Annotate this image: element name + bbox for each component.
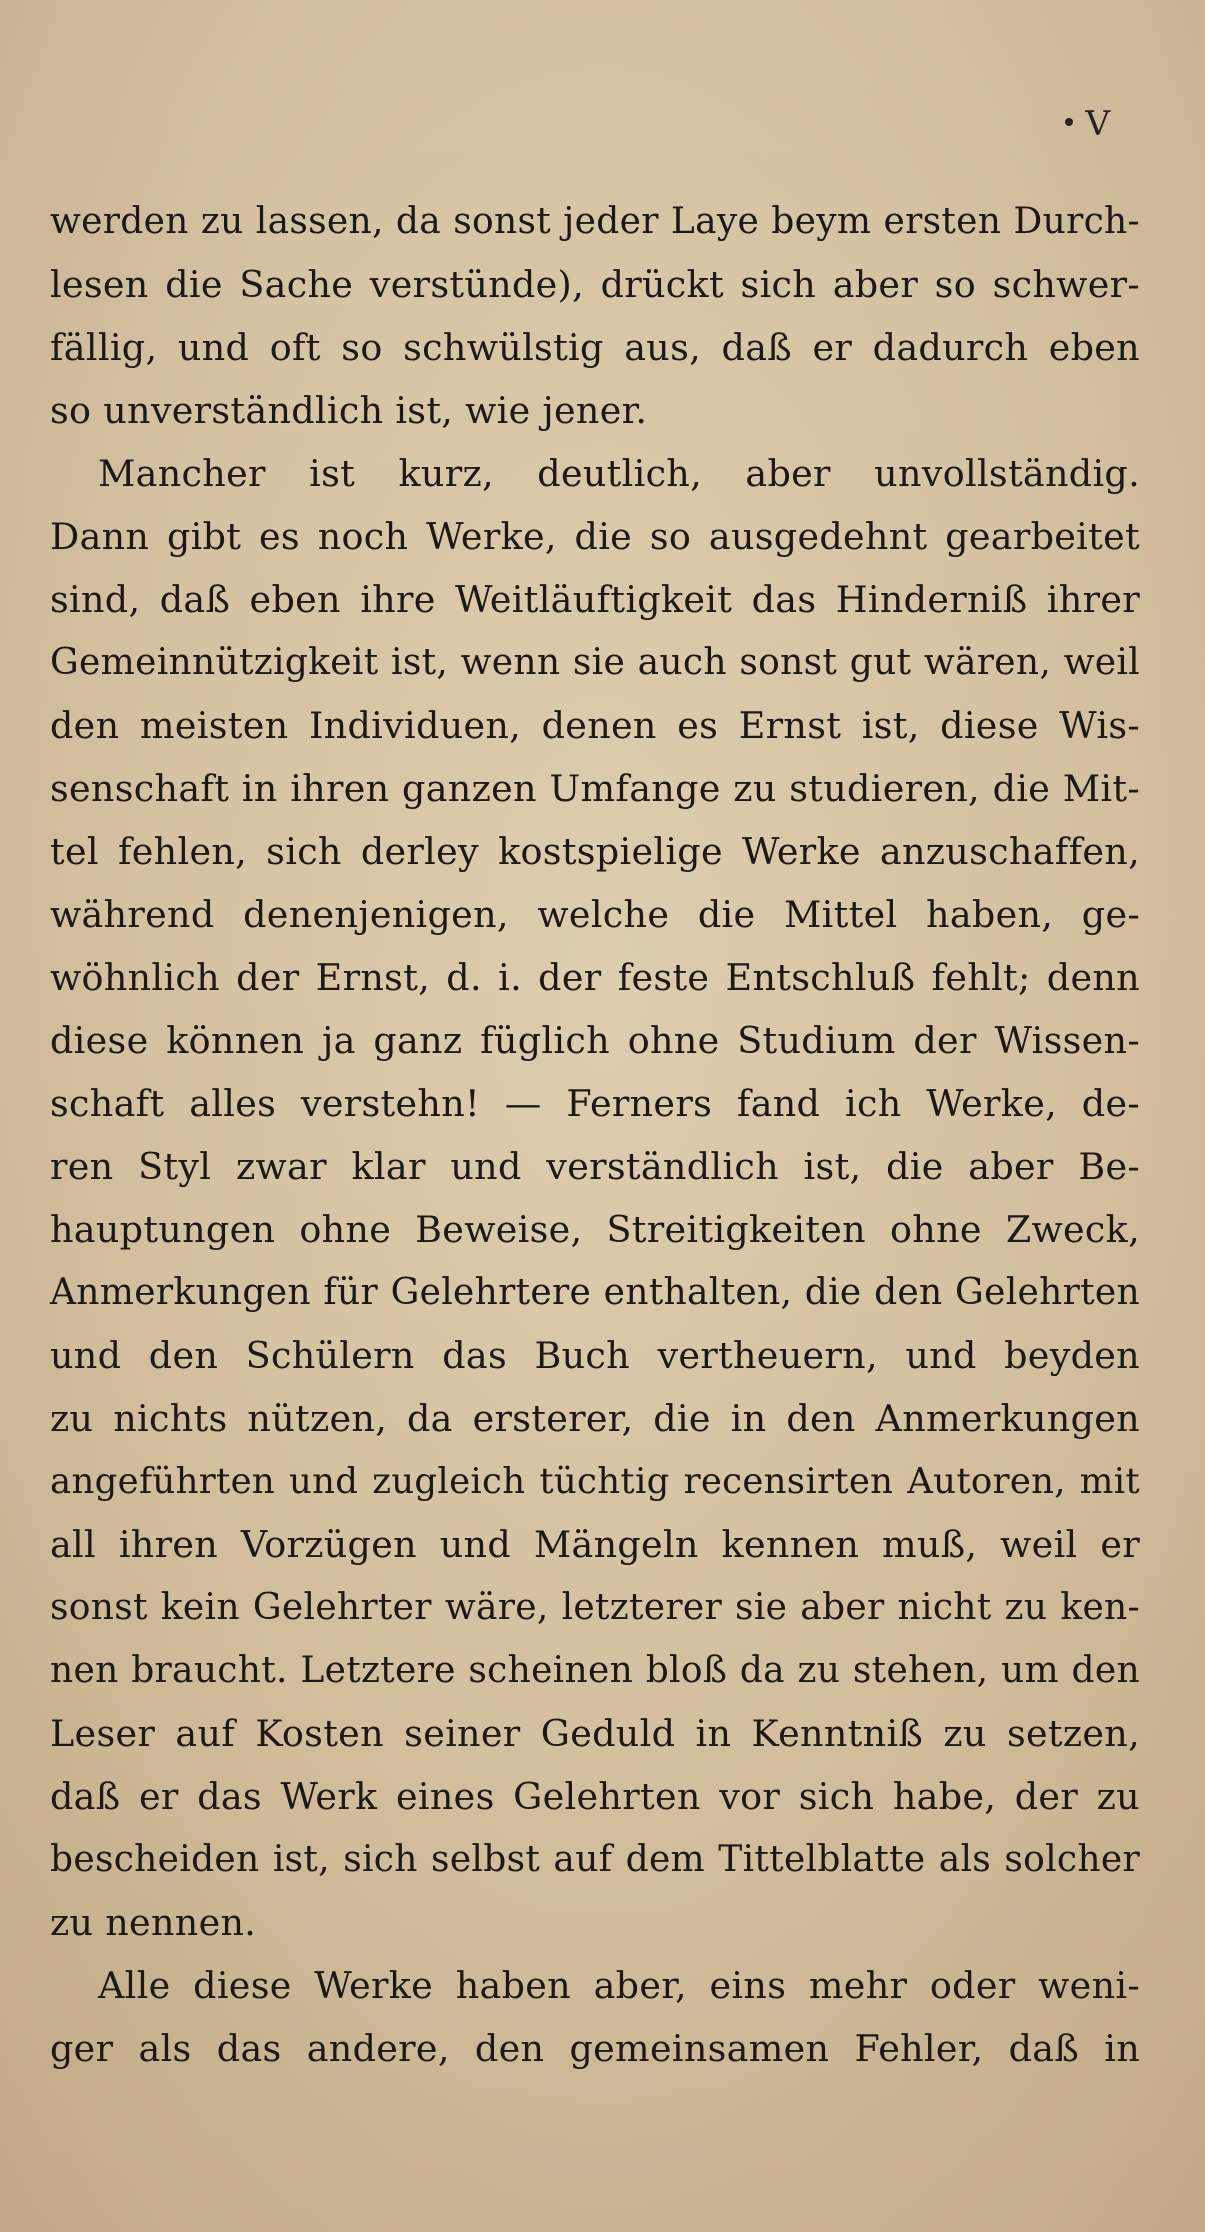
text-line: tel fehlen, sich derley kostspielige Werke anzuschaffen, [50,830,1140,873]
text-line: diese können ja ganz füglich ohne Studium der Wissen- [50,1019,1140,1062]
text-line: fällig, und oft so schwülstig aus, daß er dadurch eben [50,326,1140,369]
text-line: lesen die Sache verstünde), drückt sich aber so schwer- [50,263,1140,306]
text-line: bescheiden ist, sich selbst auf dem Tittelblatte als solcher [50,1839,1140,1880]
text-line: Leser auf Kosten seiner Geduld in Kenntniß zu setzen, [50,1712,1140,1755]
text-line: daß er das Werk eines Gelehrten vor sich habe, der zu [50,1775,1140,1818]
text-line: nen braucht. Letztere scheinen bloß da zu stehen, um den [50,1650,1140,1691]
text-line: Alle diese Werke haben aber, eins mehr oder weni- [98,1964,1140,2007]
text-line: so unverständlich ist, wie jener. [50,389,648,432]
text-line: den meisten Individuen, denen es Ernst ist, diese Wis- [50,704,1140,747]
page-dot-mark [1065,118,1073,126]
text-line: sonst kein Gelehrter wäre, letzterer sie aber nicht zu ken- [50,1587,1140,1628]
page-number: V [1085,104,1110,144]
text-line: Gemeinnützigkeit ist, wenn sie auch sonst gut wären, weil [50,642,1140,683]
text-line: zu nennen. [50,1901,257,1944]
text-line: Mancher ist kurz, deutlich, aber unvollständig. [98,452,1140,495]
text-line: ren Styl zwar klar und verständlich ist, die aber Be- [50,1145,1140,1188]
text-line: während denenjenigen, welche die Mittel haben, ge- [50,893,1140,936]
text-line: zu nichts nützen, da ersterer, die in den Anmerkungen [50,1397,1140,1440]
text-line: all ihren Vorzügen und Mängeln kennen muß, weil er [50,1523,1140,1566]
text-line: senschaft in ihren ganzen Umfange zu studieren, die Mit- [50,767,1140,810]
text-line: und den Schülern das Buch vertheuern, und beyden [50,1334,1140,1377]
text-line: werden zu lassen, da sonst jeder Laye beym ersten Durch- [50,201,1140,242]
text-line: angeführten und zugleich tüchtig recensirten Autoren, mit [50,1461,1140,1502]
text-line: schaft alles verstehn! — Ferners fand ich Werke, de- [50,1082,1140,1125]
text-line: Dann gibt es noch Werke, die so ausgedehnt gearbeitet [50,515,1140,558]
text-line: Anmerkungen für Gelehrtere enthalten, die den Gelehrten [50,1272,1140,1313]
text-line: sind, daß eben ihre Weitläuftigkeit das Hinderniß ihrer [50,578,1140,621]
body-text [50,190,1140,2080]
text-line: hauptungen ohne Beweise, Streitigkeiten ohne Zweck, [50,1208,1140,1251]
text-line: ger als das andere, den gemeinsamen Fehler, daß in [50,2027,1140,2070]
text-line: wöhnlich der Ernst, d. i. der feste Entschluß fehlt; denn [50,956,1140,999]
